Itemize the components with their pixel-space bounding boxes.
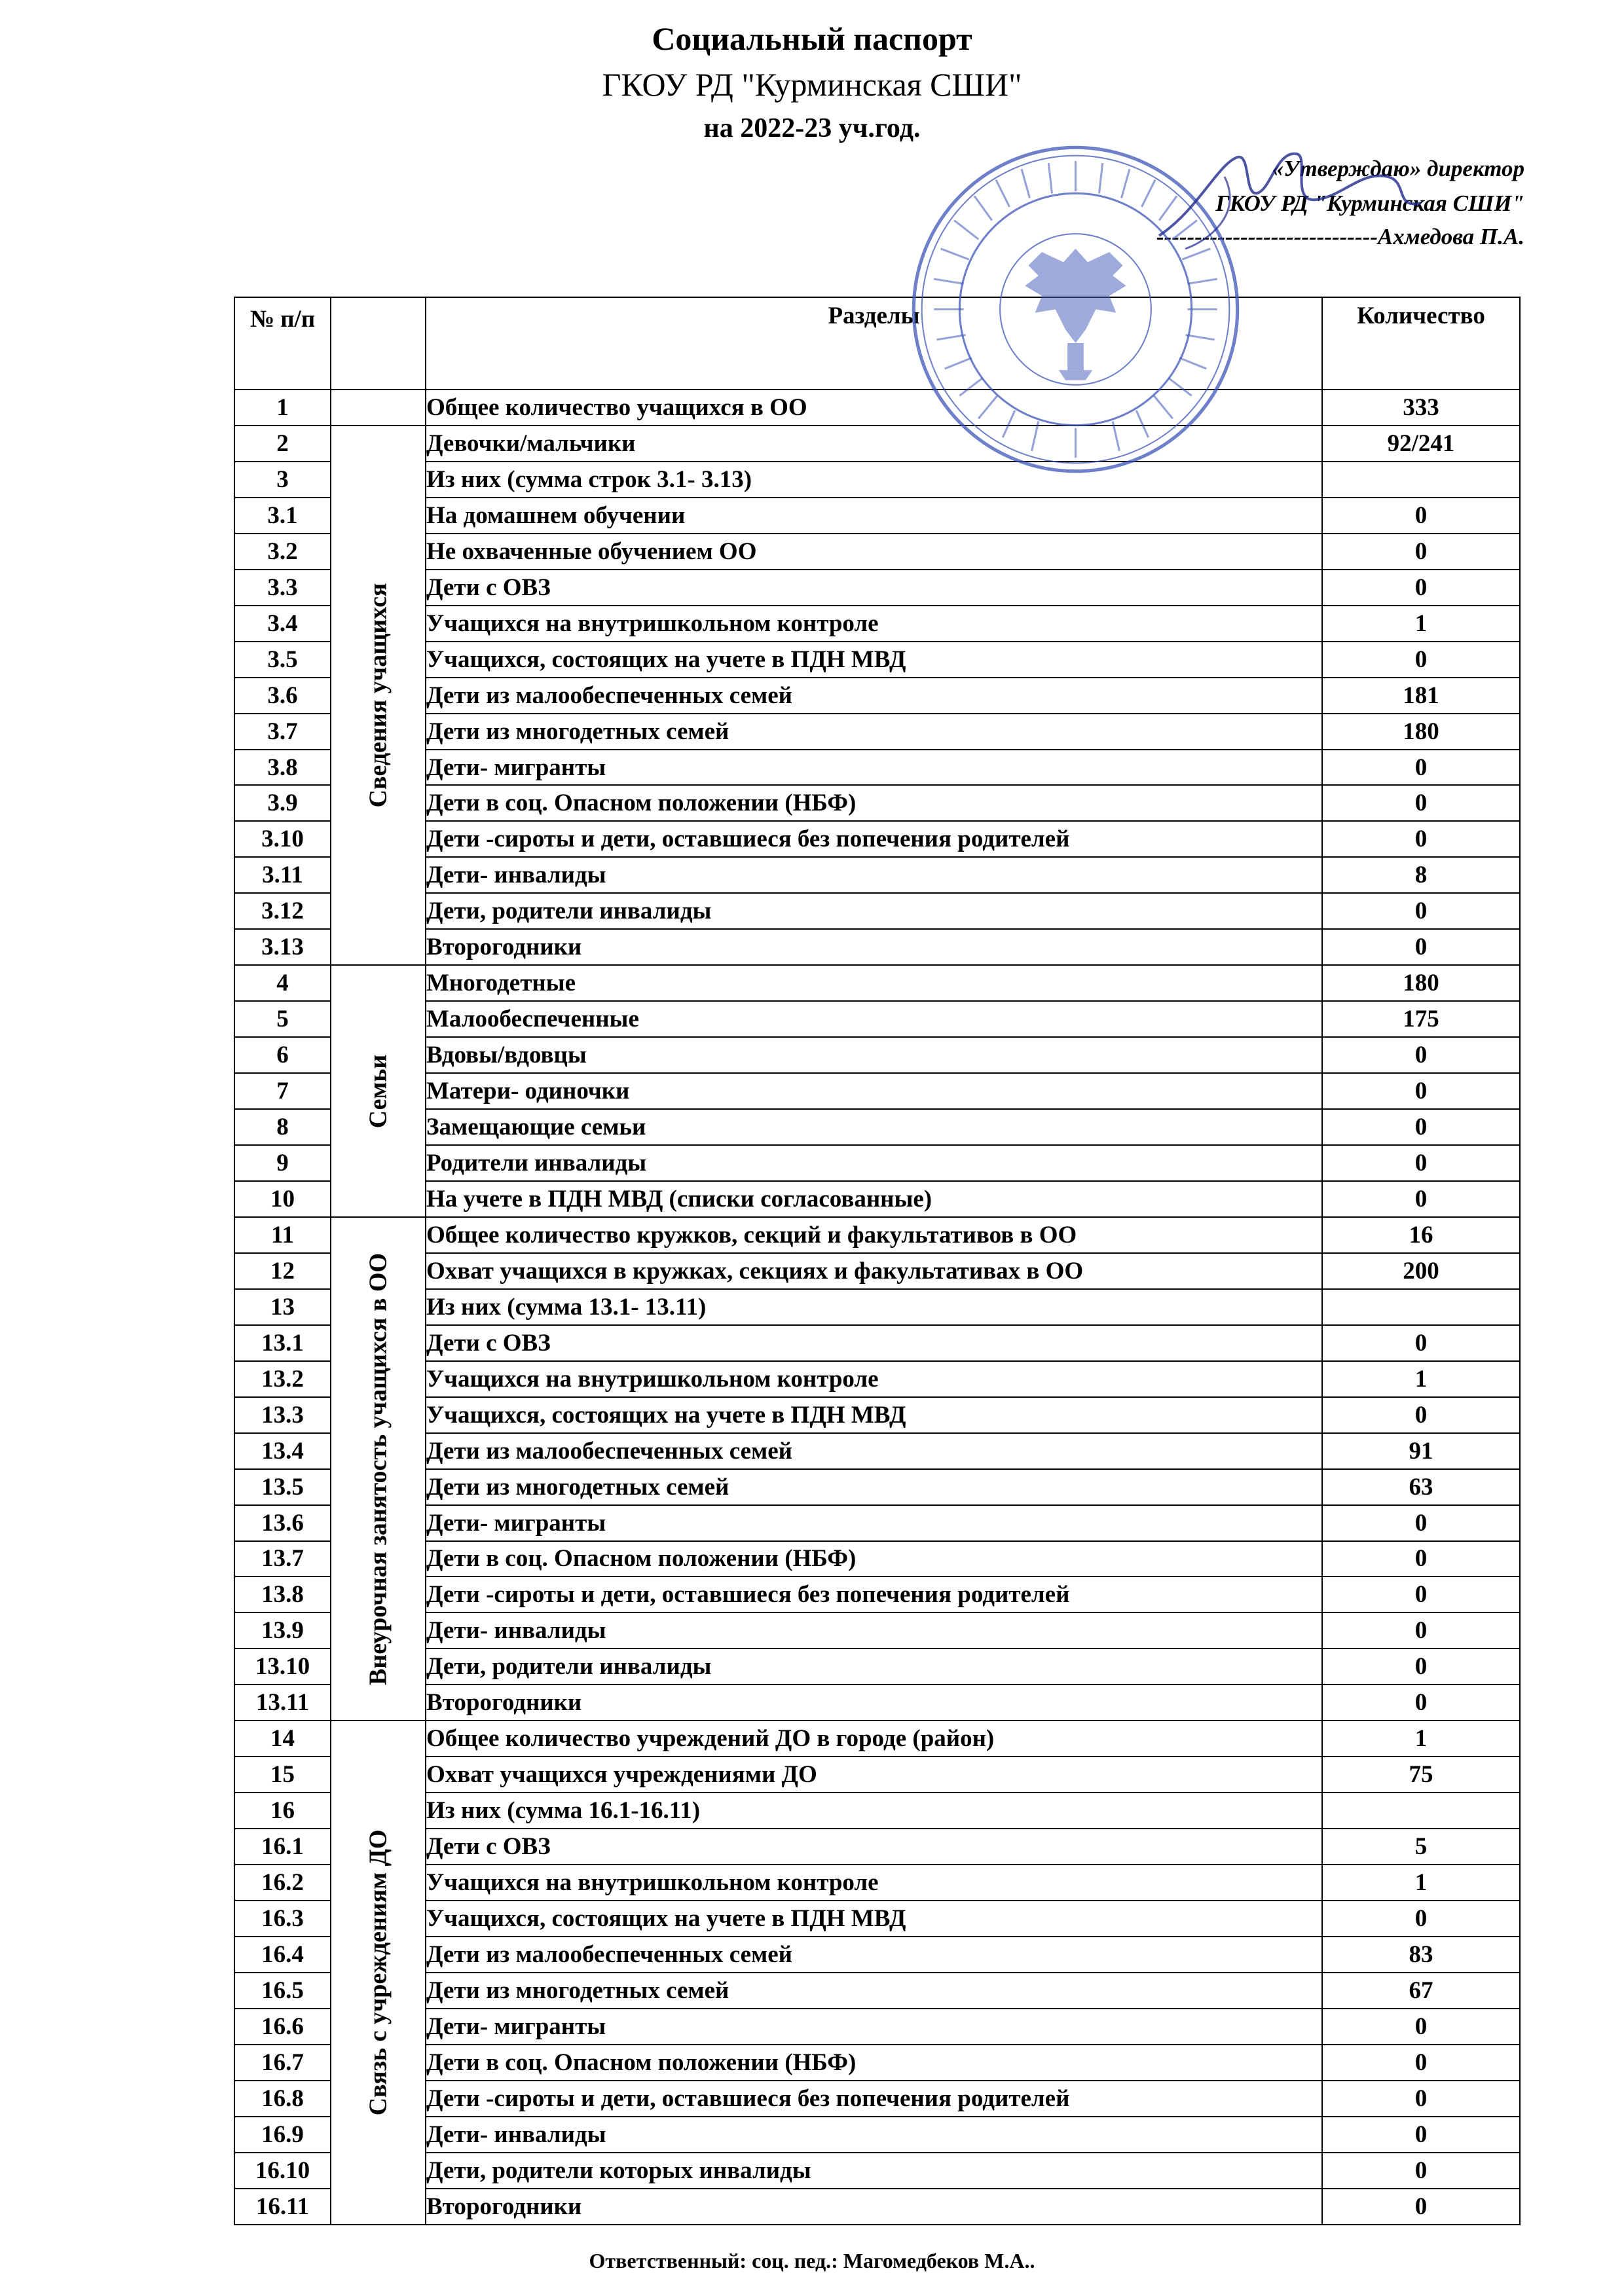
group-label-cell	[331, 426, 426, 965]
row-value: 0	[1322, 1109, 1520, 1145]
table-row	[234, 426, 1520, 462]
approval-line-1: «Утверждаю» директор	[1272, 156, 1524, 181]
table-row	[234, 1865, 1520, 1901]
row-number: 13.5	[234, 1469, 331, 1505]
group-label: Сведения учащихся	[363, 583, 392, 808]
row-value: 0	[1322, 1325, 1520, 1361]
row-label: Второгодники	[426, 2189, 1322, 2225]
row-label: Девочки/мальчики	[426, 426, 1322, 462]
table-body	[234, 390, 1520, 2225]
group-label: Внеурочная занятость учащихся в ОО	[363, 1252, 392, 1685]
row-value: 16	[1322, 1217, 1520, 1253]
row-value: 0	[1322, 534, 1520, 570]
header-group	[331, 297, 426, 390]
row-label: Дети из многодетных семей	[426, 1973, 1322, 2009]
table-row	[234, 1253, 1520, 1289]
row-number: 3.6	[234, 678, 331, 714]
table-row	[234, 1685, 1520, 1721]
row-value: 83	[1322, 1937, 1520, 1973]
row-number: 16.2	[234, 1865, 331, 1901]
table-row	[234, 1433, 1520, 1469]
table-row	[234, 1829, 1520, 1865]
row-number: 6	[234, 1037, 331, 1073]
row-label: Родители инвалиды	[426, 1145, 1322, 1181]
row-value: 0	[1322, 570, 1520, 606]
row-value: 0	[1322, 2045, 1520, 2081]
table-row	[234, 714, 1520, 750]
row-value: 0	[1322, 1037, 1520, 1073]
row-number: 3	[234, 462, 331, 498]
row-value: 180	[1322, 714, 1520, 750]
row-label: Дети из малообеспеченных семей	[426, 1433, 1322, 1469]
row-value: 63	[1322, 1469, 1520, 1505]
table-row	[234, 1541, 1520, 1577]
row-label: Учащихся на внутришкольном контроле	[426, 1865, 1322, 1901]
row-number: 13.2	[234, 1361, 331, 1397]
row-value: 8	[1322, 857, 1520, 893]
row-number: 16.9	[234, 2117, 331, 2153]
table-header-row	[234, 297, 1520, 390]
row-label: Второгодники	[426, 1685, 1322, 1721]
table-row	[234, 785, 1520, 821]
row-value: 5	[1322, 1829, 1520, 1865]
row-value	[1322, 462, 1520, 498]
row-label: Учащихся на внутришкольном контроле	[426, 606, 1322, 642]
row-number: 3.3	[234, 570, 331, 606]
table-row	[234, 1217, 1520, 1253]
row-label: Учащихся на внутришкольном контроле	[426, 1361, 1322, 1397]
table-row	[234, 1973, 1520, 2009]
row-number: 13.11	[234, 1685, 331, 1721]
table-row	[234, 1757, 1520, 1793]
row-number: 16.11	[234, 2189, 331, 2225]
table-row	[234, 1037, 1520, 1073]
group-label: Семьи	[363, 1054, 392, 1128]
row-number: 3.2	[234, 534, 331, 570]
table-row	[234, 750, 1520, 786]
row-value: 0	[1322, 1901, 1520, 1937]
row-label: Дети с ОВЗ	[426, 570, 1322, 606]
table-row	[234, 2117, 1520, 2153]
row-label: Дети, родители инвалиды	[426, 1649, 1322, 1685]
table-row	[234, 1649, 1520, 1685]
row-label: Дети из многодетных семей	[426, 714, 1322, 750]
row-number: 16.5	[234, 1973, 331, 2009]
row-value: 92/241	[1322, 426, 1520, 462]
row-number: 10	[234, 1181, 331, 1217]
row-label: Дети- инвалиды	[426, 857, 1322, 893]
group-cell-empty	[331, 390, 426, 426]
row-value: 175	[1322, 1001, 1520, 1037]
row-value: 0	[1322, 1541, 1520, 1577]
group-label-cell	[331, 1721, 426, 2224]
row-label: Из них (сумма 13.1- 13.11)	[426, 1289, 1322, 1325]
school-year: на 2022-23 уч.год.	[703, 113, 921, 143]
row-number: 3.10	[234, 821, 331, 857]
header-section: Разделы	[426, 297, 1322, 390]
table-row	[234, 642, 1520, 678]
row-number: 16.4	[234, 1937, 331, 1973]
row-value: 0	[1322, 1613, 1520, 1649]
header-num: № п/п	[234, 297, 331, 390]
approval-line-2: ГКОУ РД "Курминская СШИ"	[1215, 191, 1524, 216]
row-label: Охват учащихся в кружках, секциях и факультативах в ОО	[426, 1253, 1322, 1289]
row-number: 15	[234, 1757, 331, 1793]
row-value: 200	[1322, 1253, 1520, 1289]
row-number: 13.3	[234, 1397, 331, 1433]
row-number: 13.6	[234, 1505, 331, 1541]
row-number: 16.6	[234, 2009, 331, 2045]
row-value: 0	[1322, 498, 1520, 534]
row-value: 0	[1322, 929, 1520, 965]
table-row	[234, 1289, 1520, 1325]
row-label: Дети из малообеспеченных семей	[426, 678, 1322, 714]
row-label: Дети- мигранты	[426, 750, 1322, 786]
row-number: 3.4	[234, 606, 331, 642]
table-row	[234, 1901, 1520, 1937]
row-label: Дети -сироты и дети, оставшиеся без попечения родителей	[426, 821, 1322, 857]
table-row	[234, 1793, 1520, 1829]
table-row	[234, 534, 1520, 570]
table-row	[234, 2189, 1520, 2225]
row-value: 0	[1322, 2081, 1520, 2117]
row-number: 3.7	[234, 714, 331, 750]
table-row	[234, 1613, 1520, 1649]
row-value: 0	[1322, 1073, 1520, 1109]
row-value: 0	[1322, 1397, 1520, 1433]
table-row	[234, 462, 1520, 498]
row-value: 0	[1322, 893, 1520, 929]
row-number: 16	[234, 1793, 331, 1829]
row-number: 16.3	[234, 1901, 331, 1937]
row-value: 0	[1322, 2117, 1520, 2153]
row-label: Учащихся, состоящих на учете в ПДН МВД	[426, 1397, 1322, 1433]
group-label-cell	[331, 1217, 426, 1721]
row-value: 91	[1322, 1433, 1520, 1469]
row-value: 0	[1322, 2153, 1520, 2189]
table-row	[234, 2081, 1520, 2117]
row-label: Из них (сумма строк 3.1- 3.13)	[426, 462, 1322, 498]
table-row	[234, 929, 1520, 965]
row-value: 0	[1322, 2189, 1520, 2225]
row-number: 7	[234, 1073, 331, 1109]
row-label: На учете в ПДН МВД (списки согласованные)	[426, 1181, 1322, 1217]
row-label: Общее количество кружков, секций и факультативов в ОО	[426, 1217, 1322, 1253]
signature-icon	[1146, 137, 1486, 255]
row-value: 0	[1322, 2009, 1520, 2045]
row-label: Общее количество учреждений ДО в городе (район)	[426, 1721, 1322, 1757]
row-value: 0	[1322, 642, 1520, 678]
row-value: 0	[1322, 1685, 1520, 1721]
row-value: 1	[1322, 1865, 1520, 1901]
row-value: 0	[1322, 785, 1520, 821]
document-title: Социальный паспорт	[652, 20, 972, 57]
row-value: 1	[1322, 1361, 1520, 1397]
row-value: 75	[1322, 1757, 1520, 1793]
row-label: Дети из многодетных семей	[426, 1469, 1322, 1505]
table-row	[234, 498, 1520, 534]
table-row	[234, 821, 1520, 857]
table-row	[234, 1109, 1520, 1145]
table-row	[234, 2009, 1520, 2045]
row-value: 0	[1322, 1576, 1520, 1613]
row-number: 9	[234, 1145, 331, 1181]
row-number: 3.8	[234, 750, 331, 786]
row-number: 12	[234, 1253, 331, 1289]
table-row	[234, 1397, 1520, 1433]
table-row	[234, 1145, 1520, 1181]
row-label: Второгодники	[426, 929, 1322, 965]
row-value: 67	[1322, 1973, 1520, 2009]
row-label: Не охваченные обучением ОО	[426, 534, 1322, 570]
table-row	[234, 606, 1520, 642]
row-label: Из них (сумма 16.1-16.11)	[426, 1793, 1322, 1829]
row-label: Дети из малообеспеченных семей	[426, 1937, 1322, 1973]
row-label: Дети -сироты и дети, оставшиеся без попечения родителей	[426, 2081, 1322, 2117]
row-value: 0	[1322, 1145, 1520, 1181]
row-number: 13.1	[234, 1325, 331, 1361]
row-number: 8	[234, 1109, 331, 1145]
table-row	[234, 1361, 1520, 1397]
row-number: 13.7	[234, 1541, 331, 1577]
row-value	[1322, 1793, 1520, 1829]
row-value: 181	[1322, 678, 1520, 714]
school-name: ГКОУ РД "Курминская СШИ"	[602, 66, 1022, 103]
row-label: Матери- одиночки	[426, 1073, 1322, 1109]
row-number: 3.5	[234, 642, 331, 678]
row-number: 4	[234, 965, 331, 1001]
row-label: Дети с ОВЗ	[426, 1325, 1322, 1361]
social-passport-table	[234, 297, 1521, 2225]
row-number: 2	[234, 426, 331, 462]
group-label: Связь с учреждениям ДО	[363, 1829, 392, 2116]
row-label: Дети, родители которых инвалиды	[426, 2153, 1322, 2189]
table-row	[234, 1181, 1520, 1217]
table-row	[234, 1469, 1520, 1505]
row-value: 0	[1322, 1181, 1520, 1217]
row-number: 13.10	[234, 1649, 331, 1685]
row-number: 13.8	[234, 1576, 331, 1613]
row-value: 333	[1322, 390, 1520, 426]
row-label: На домашнем обучении	[426, 498, 1322, 534]
row-number: 5	[234, 1001, 331, 1037]
row-label: Дети- мигранты	[426, 1505, 1322, 1541]
row-label: Малообеспеченные	[426, 1001, 1322, 1037]
table-row	[234, 1576, 1520, 1613]
row-number: 13	[234, 1289, 331, 1325]
header-qty: Количество	[1322, 297, 1520, 390]
row-value: 1	[1322, 606, 1520, 642]
row-value: 0	[1322, 1649, 1520, 1685]
row-label: Вдовы/вдовцы	[426, 1037, 1322, 1073]
row-number: 14	[234, 1721, 331, 1757]
table-row	[234, 2153, 1520, 2189]
table-row	[234, 570, 1520, 606]
row-label: Дети в соц. Опасном положении (НБФ)	[426, 1541, 1322, 1577]
row-number: 3.13	[234, 929, 331, 965]
row-number: 13.4	[234, 1433, 331, 1469]
row-label: Дети с ОВЗ	[426, 1829, 1322, 1865]
row-label: Охват учащихся учреждениями ДО	[426, 1757, 1322, 1793]
table-row	[234, 2045, 1520, 2081]
row-label: Учащихся, состоящих на учете в ПДН МВД	[426, 1901, 1322, 1937]
row-value: 0	[1322, 821, 1520, 857]
row-label: Дети- мигранты	[426, 2009, 1322, 2045]
row-label: Дети в соц. Опасном положении (НБФ)	[426, 2045, 1322, 2081]
table-row	[234, 678, 1520, 714]
row-label: Дети- инвалиды	[426, 2117, 1322, 2153]
row-value: 0	[1322, 750, 1520, 786]
row-number: 1	[234, 390, 331, 426]
row-number: 11	[234, 1217, 331, 1253]
row-number: 16.7	[234, 2045, 331, 2081]
table-row	[234, 965, 1520, 1001]
table-row	[234, 1505, 1520, 1541]
table-row	[234, 390, 1520, 426]
row-label: Дети -сироты и дети, оставшиеся без попечения родителей	[426, 1576, 1322, 1613]
row-number: 3.11	[234, 857, 331, 893]
table-row	[234, 857, 1520, 893]
group-label-cell	[331, 965, 426, 1217]
table-row	[234, 1937, 1520, 1973]
row-number: 16.8	[234, 2081, 331, 2117]
row-number: 16.1	[234, 1829, 331, 1865]
row-value	[1322, 1289, 1520, 1325]
responsible-footer: Ответственный: соц. пед.: Магомедбеков М.А..	[589, 2249, 1035, 2272]
row-label: Дети, родители инвалиды	[426, 893, 1322, 929]
approval-line-3: -----------------------------Ахмедова П.А.	[1156, 224, 1524, 249]
row-value: 180	[1322, 965, 1520, 1001]
row-number: 13.9	[234, 1613, 331, 1649]
row-label: Замещающие семьи	[426, 1109, 1322, 1145]
row-label: Дети в соц. Опасном положении (НБФ)	[426, 785, 1322, 821]
table-row	[234, 1001, 1520, 1037]
row-number: 3.9	[234, 785, 331, 821]
table-row	[234, 1073, 1520, 1109]
row-label: Учащихся, состоящих на учете в ПДН МВД	[426, 642, 1322, 678]
table-row	[234, 1325, 1520, 1361]
row-value: 1	[1322, 1721, 1520, 1757]
row-number: 3.12	[234, 893, 331, 929]
row-label: Общее количество учащихся в ОО	[426, 390, 1322, 426]
row-value: 0	[1322, 1505, 1520, 1541]
row-label: Многодетные	[426, 965, 1322, 1001]
row-number: 3.1	[234, 498, 331, 534]
table-row	[234, 1721, 1520, 1757]
table-row	[234, 893, 1520, 929]
row-number: 16.10	[234, 2153, 331, 2189]
row-label: Дети- инвалиды	[426, 1613, 1322, 1649]
